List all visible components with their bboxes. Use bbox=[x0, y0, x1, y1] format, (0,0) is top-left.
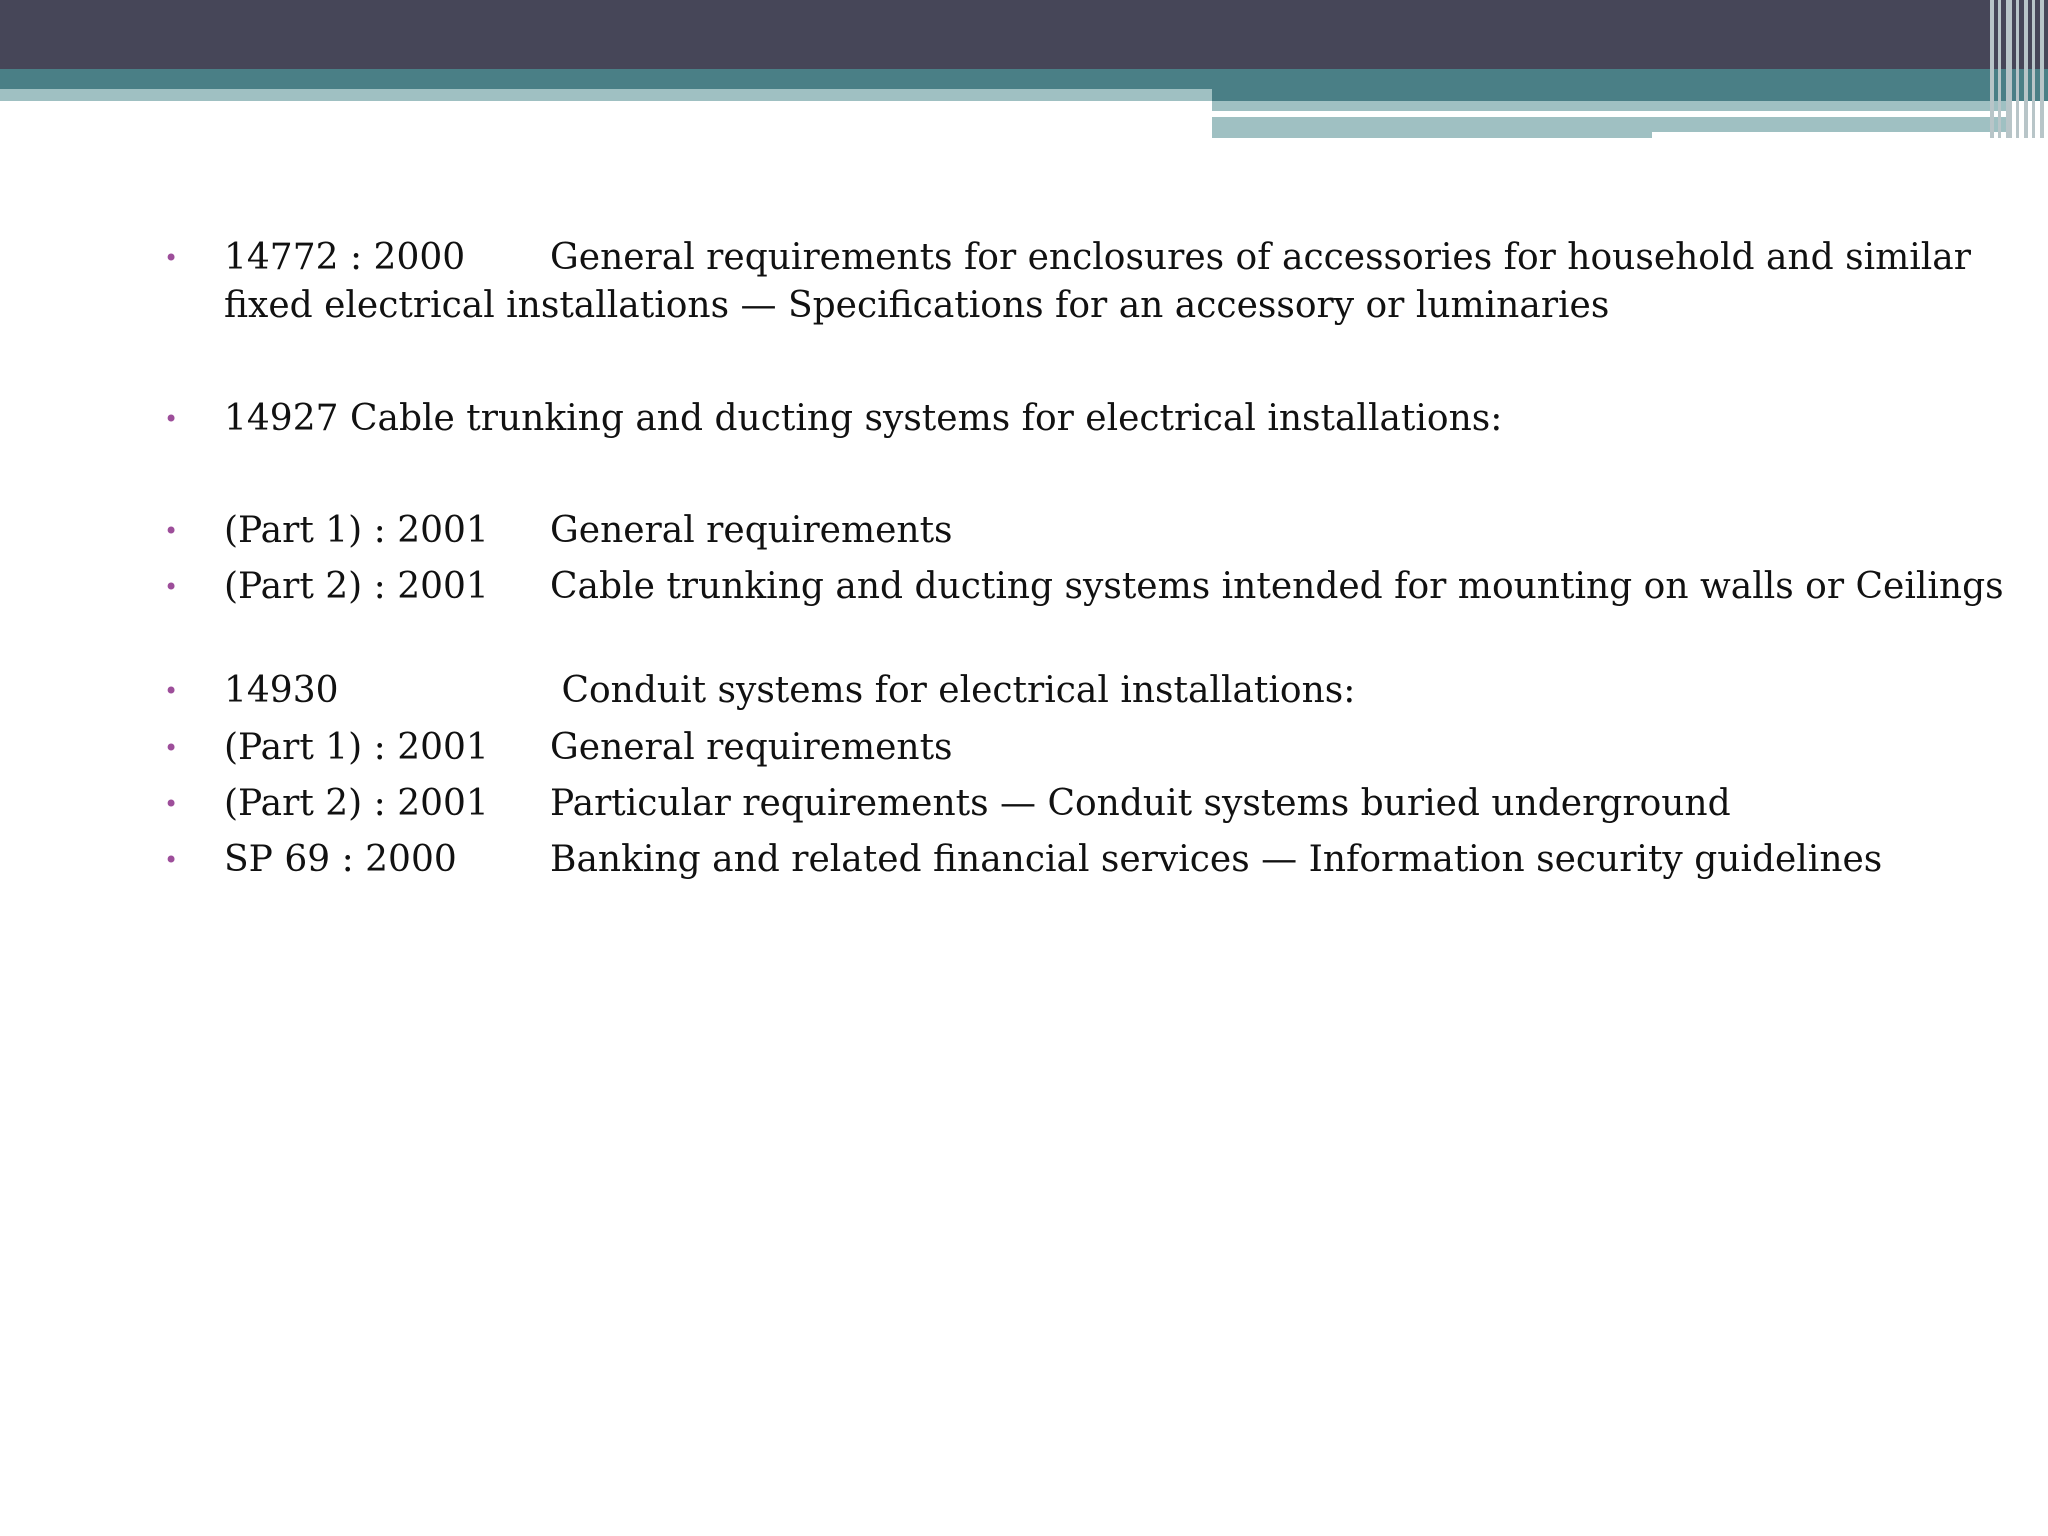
standard-code: SP 69 : 2000 bbox=[224, 839, 457, 880]
bullet-icon: • bbox=[164, 677, 179, 705]
standard-description-continued: fixed electrical installations — Specifications for an accessory or luminaries bbox=[224, 285, 1610, 326]
standard-description: Cable trunking and ducting systems intended for mounting on walls or Ceilings bbox=[550, 566, 2004, 607]
bullet-icon: • bbox=[164, 790, 179, 818]
standard-description: General requirements bbox=[550, 510, 953, 551]
standard-code: 14772 : 2000 bbox=[224, 237, 466, 278]
standard-description: General requirements bbox=[550, 727, 953, 768]
standard-code: 14930 bbox=[224, 670, 339, 711]
standard-code: (Part 1) : 2001 bbox=[224, 510, 489, 551]
standard-code: (Part 2) : 2001 bbox=[224, 783, 489, 824]
bullet-icon: • bbox=[164, 517, 179, 545]
standard-heading: 14927 Cable trunking and ducting systems for electrical installations: bbox=[224, 398, 1503, 439]
bullet-icon: • bbox=[164, 244, 179, 272]
standard-code: (Part 1) : 2001 bbox=[224, 727, 489, 768]
standard-description: General requirements for enclosures of accessories for household and similar bbox=[550, 237, 1971, 278]
standard-code: (Part 2) : 2001 bbox=[224, 566, 489, 607]
bullet-icon: • bbox=[164, 846, 179, 874]
standard-description: Particular requirements — Conduit systems buried underground bbox=[550, 783, 1731, 824]
standard-description: Banking and related financial services — Information security guidelines bbox=[550, 839, 1883, 880]
bullet-icon: • bbox=[164, 405, 179, 433]
bullet-icon: • bbox=[164, 734, 179, 762]
bullet-icon: • bbox=[164, 573, 179, 601]
standard-description: Conduit systems for electrical installations: bbox=[550, 670, 1356, 711]
